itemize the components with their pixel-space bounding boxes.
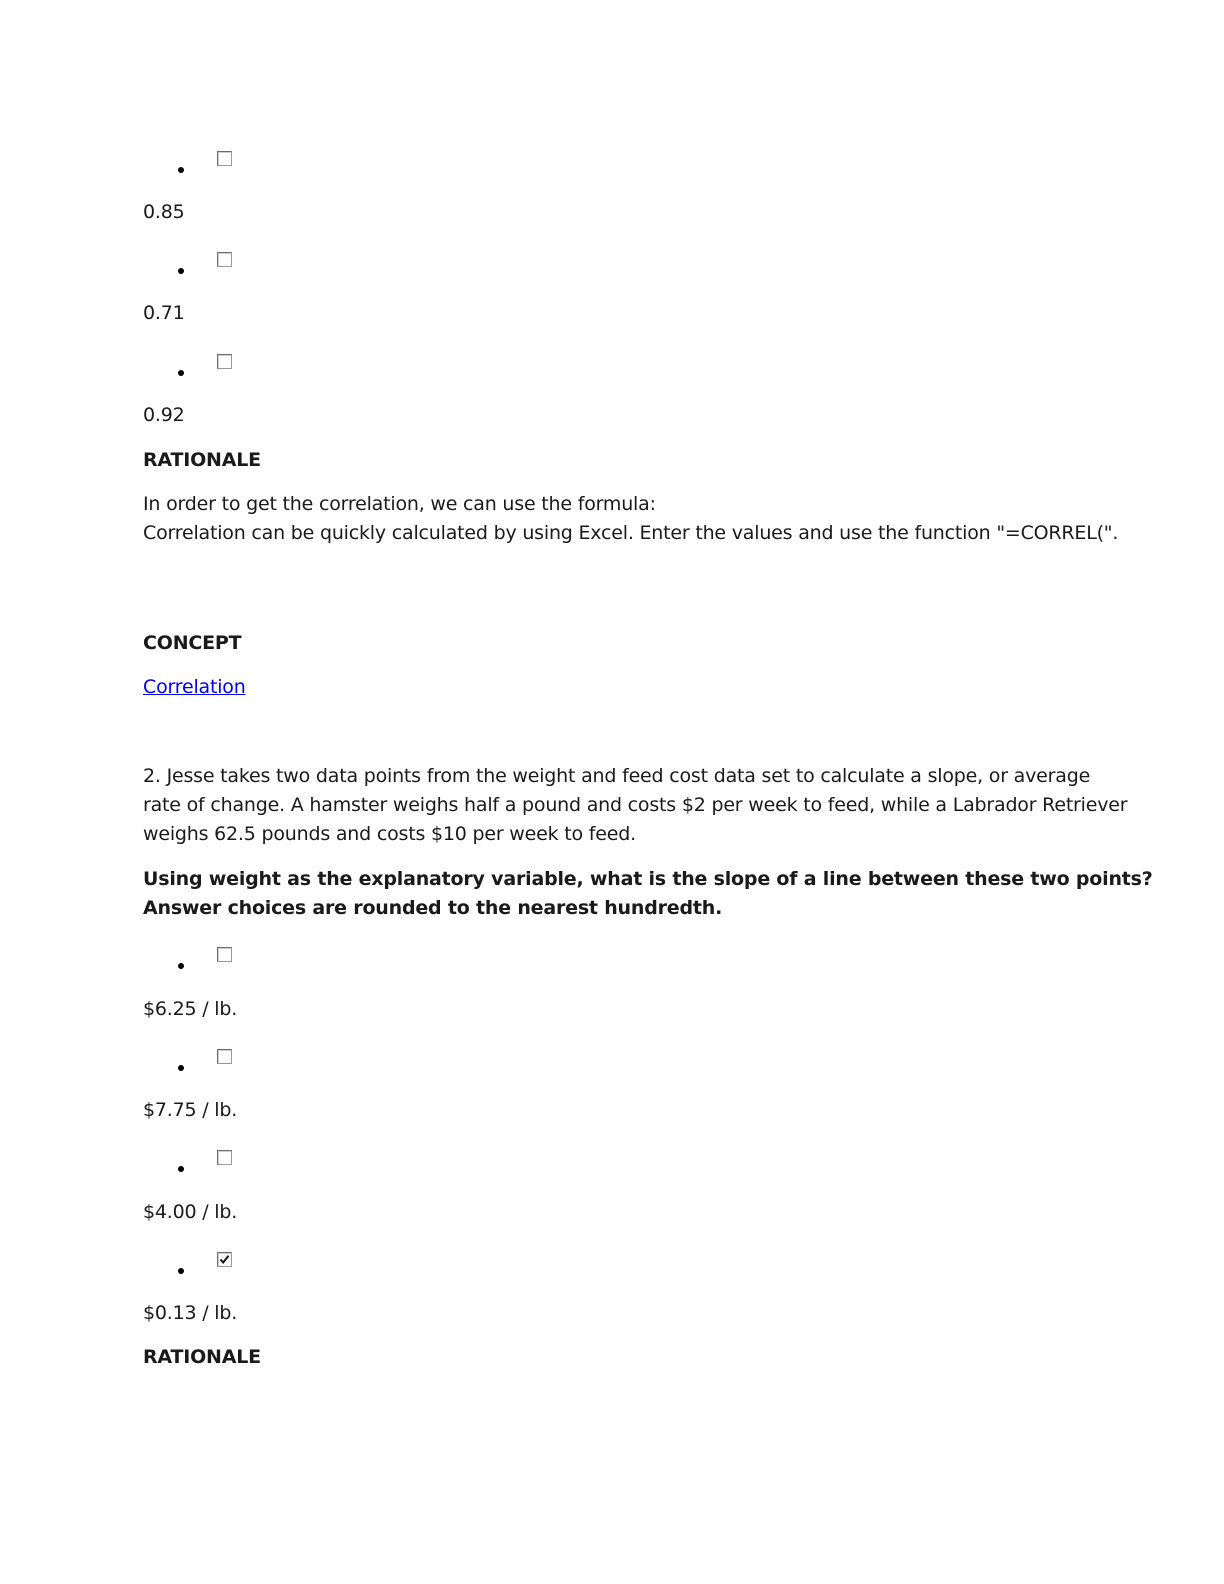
answer-option-label: $0.13 / lb.: [143, 1302, 238, 1324]
answer-option-label: $6.25 / lb.: [143, 998, 238, 1020]
bullet-dot-icon: [178, 370, 184, 376]
question-text-line: Using weight as the explanatory variable, what is the slope of a line between these two points?: [143, 868, 1153, 890]
rationale-heading: RATIONALE: [143, 449, 261, 471]
bullet-dot-icon: [178, 1065, 184, 1071]
question-text-line: Answer choices are rounded to the nearest hundredth.: [143, 897, 723, 919]
answer-checkbox-q2-1[interactable]: [217, 1049, 232, 1064]
answer-checkbox-q1-0[interactable]: [217, 151, 232, 166]
bullet-dot-icon: [178, 1166, 184, 1172]
question-prompt-line: rate of change. A hamster weighs half a pound and costs $2 per week to feed, while a Labrador Retriever: [143, 794, 1128, 816]
concept-heading: CONCEPT: [143, 632, 242, 654]
question-prompt-line: 2. Jesse takes two data points from the weight and feed cost data set to calculate a slope, or average: [143, 765, 1091, 787]
bullet-dot-icon: [178, 1268, 184, 1274]
answer-checkbox-q2-2[interactable]: [217, 1150, 232, 1165]
answer-option-label: $7.75 / lb.: [143, 1099, 238, 1121]
check-mark-icon: [219, 1254, 230, 1265]
rationale-line: Correlation can be quickly calculated by using Excel. Enter the values and use the function "=CORREL(".: [143, 522, 1119, 544]
question-prompt-line: weighs 62.5 pounds and costs $10 per week to feed.: [143, 823, 636, 845]
answer-checkbox-q1-2[interactable]: [217, 354, 232, 369]
answer-checkbox-q1-1[interactable]: [217, 252, 232, 267]
answer-option-label: $4.00 / lb.: [143, 1201, 238, 1223]
answer-option-label: 0.71: [143, 302, 185, 324]
bullet-dot-icon: [178, 268, 184, 274]
bullet-dot-icon: [178, 167, 184, 173]
answer-checkbox-q2-0[interactable]: [217, 947, 232, 962]
bullet-dot-icon: [178, 963, 184, 969]
rationale-heading: RATIONALE: [143, 1346, 261, 1368]
answer-option-label: 0.92: [143, 404, 185, 426]
answer-checkbox-q2-3[interactable]: [217, 1252, 232, 1267]
concept-link[interactable]: Correlation: [143, 676, 246, 698]
answer-option-label: 0.85: [143, 201, 185, 223]
rationale-line: In order to get the correlation, we can use the formula:: [143, 493, 656, 515]
